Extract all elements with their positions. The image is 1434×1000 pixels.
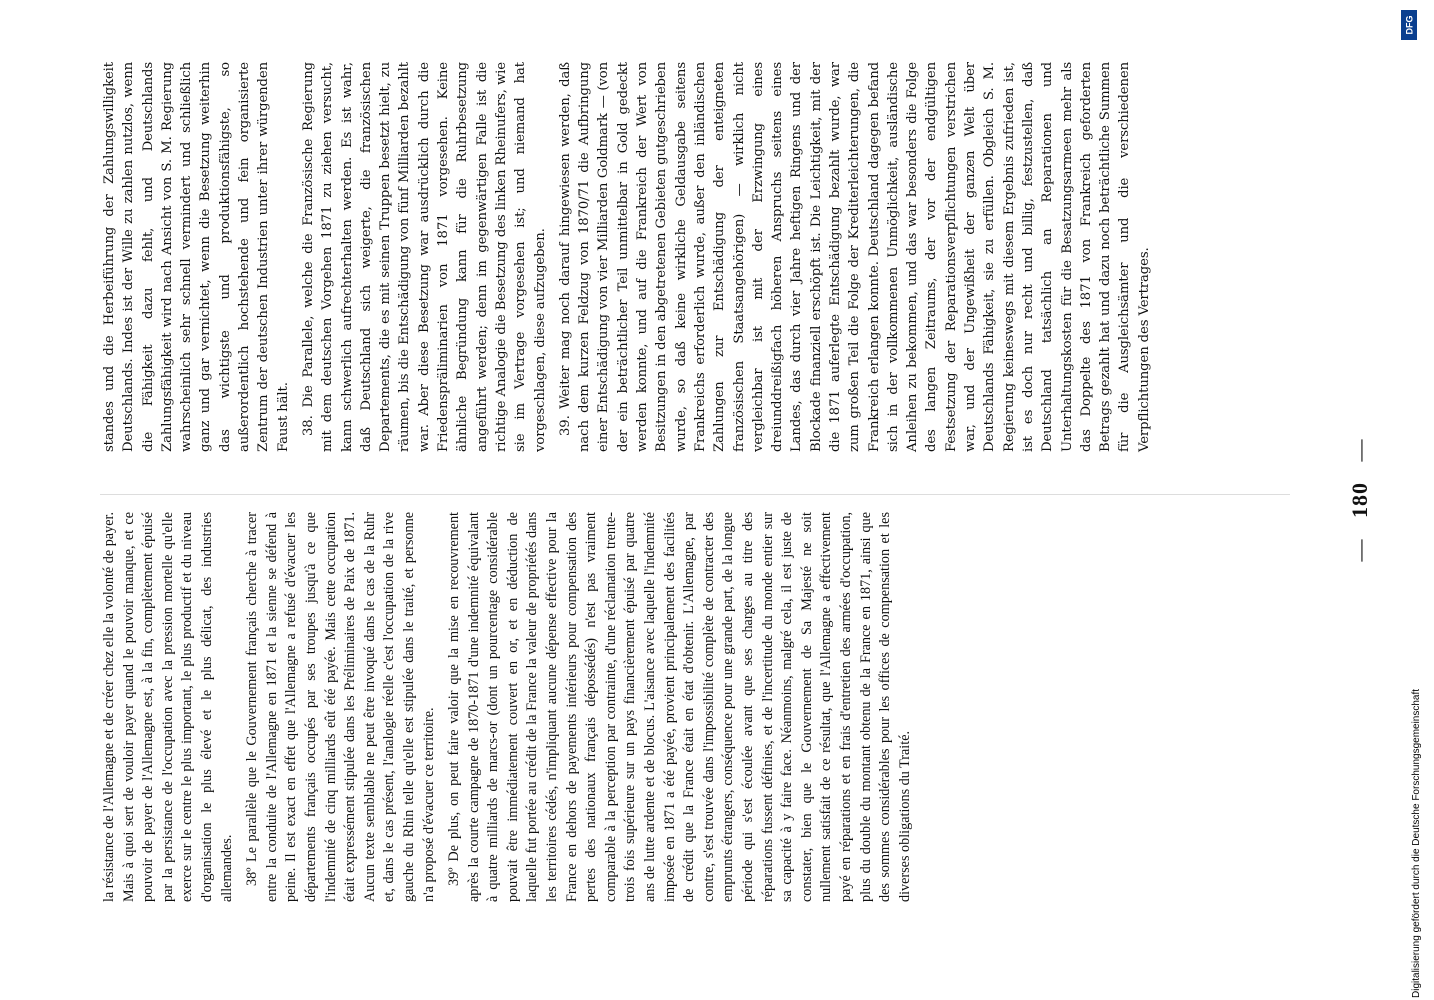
page-number: 180 [1347,482,1372,518]
french-paragraph-continuation: la résistance de l'Allemagne et de créer chez elle la volonté de payer. Mais à quoi sert de vouloir payer quand le pouvoir manque, et ce pouvoir de payer de l'Allemagne est, à la fin, complètement épuisé par la persistance de l'occupation avec la pression mortelle qu'elle exerce sur le centre le plus important, le plus productif et du niveau d'organisation le plus élevé et le plus délicat, des industries allemandes. [101,512,235,902]
header-dash-right: — [1347,438,1372,462]
german-paragraph-39: 39. Weiter mag noch darauf hingewiesen werden, daß nach dem kurzen Feldzug von 1870/71 die Aufbringung einer Entschädigung von vier Milliarden Goldmark — (von der ein beträchtlicher Teil unmittelbar in Gold gedeckt werden konnte, und auf die Frankreich der Wert von Besitzungen in den abgetretenen Gebieten gutgeschrieben wurde, so daß keine wirkliche Geldausgabe seitens Frankreichs erforderlich wurde, außer den inländischen Zahlungen zur Entschädigung der enteigneten französischen Staatsangehörigen) — wirklich nicht vergleichbar ist mit der Erzwingung eines dreiunddreißigfach höheren Anspruchs seitens eines Landes, das durch vier Jahre heftigen Ringens und der Blockade finanziell erschöpft ist. Die Leichtigkeit, mit der die 1871 auferlegte Entschädigung bezahlt wurde, war zum großen Teil die Folge der Krediterleichterungen, die Frankreich erlangen konnte. Deutschland dagegen befand sich in der vollkommenen Unmöglichkeit, ausländische Anleihen zu bekommen, und das war besonders die Folge des langen Zeitraums, der vor der endgültigen Festsetzung der Reparationsverpflichtungen verstrichen war, und der Ungewißheit der ganzen Welt über Deutschlands Fähigkeit, sie zu erfüllen. Obgleich S. M. Regierung keineswegs mit diesem Ergebnis zufrieden ist, ist es doch nur recht und billig, festzustellen, daß Deutschland tatsächlich an Reparationen und Unterhaltungskosten für die Besatzungsarmeen mehr als das Doppelte des 1871 von Frankreich geforderten Betrags gezahlt hat und dazu noch beträchtliche Summen für die Ausgleichsämter und die verschiedenen Verpflichtungen des Vertrages. [557,62,1152,452]
digitization-credit: Digitalisierung gefördert durch die Deutsche Forschungsgemeinschaft [1411,688,1422,998]
french-paragraph-38: 38º Le parallèle que le Gouvernement français cherche à tracer entre la conduite de l'Allemagne en 1871 et la sienne se défend à peine. Il est exact en effet que l'Allemagne a refusé d'évacuer les départements français occupés par ses troupes jusqu'à ce que l'indemnité de cinq milliards eût été payée. Mais cette occupation était expressément stipulée dans les Préliminaires de Paix de 1871. Aucun texte semblable ne peut être invoqué dans le cas de la Ruhr et, dans le cas présent, l'analogie réelle c'est l'occupation de la rive gauche du Rhin telle qu'elle est stipulée dans le traité, et personne n'a proposé d'évacuer ce territoire. [244,512,437,902]
german-paragraph-38: 38. Die Parallele, welche die Französische Regierung mit dem deutschen Vorgehen 1871 zu ziehen versucht, kann schwerlich aufrechterhalten werden. Es ist wahr, daß Deutschland sich weigerte, die französischen Departements, die es mit seinen Truppen besetzt hielt, zu räumen, bis die Entschädigung von fünf Milliarden bezahlt war. Aber diese Besetzung war ausdrücklich durch die Friedenspräliminarien von 1871 vorgesehen. Keine ähnliche Begründung kann für die Ruhrbesetzung angeführt werden; denn im gegenwärtigen Falle ist die richtige Analogie die Besetzung des linken Rheinufers, wie sie im Vertrage vorgesehen ist; und niemand hat vorgeschlagen, diese aufzugeben. [300,62,548,452]
dfg-logo: DFG [1401,10,1417,40]
french-column [100,512,921,902]
column-divider [100,494,1290,495]
german-paragraph-continuation: standes und die Herbeiführung der Zahlungswilligkeit Deutschlands. Indes ist der Wille zu zahlen nutzlos, wenn die Fähigkeit dazu fehlt, und Deutschlands Zahlungsfähigkeit wird nach Ansicht von S. M. Regierung wahrscheinlich sehr schnell vermindert und schließlich ganz und gar vernichtet, wenn die Besetzung weiterhin das wichtigste und produktionsfähigste, so außerordentlich hochstehende und fein organisierte Zentrum der deutschen Industrien unter ihrer würgenden Faust hält. [102,62,291,452]
german-column [100,62,1160,452]
page-header [1347,0,1373,1000]
header-dash-left: — [1347,538,1372,562]
digitization-sidebar [1400,0,1434,1000]
french-paragraph-39: 39º De plus, on peut faire valoir que la mise en recouvrement après la courte campagne de 1870-1871 d'une indemnité équivalant à quatre milliards de marcs-or (dont un pourcentage considérable pouvait être immédiatement couvert en or, et en déduction de laquelle fut portée au crédit de la France la valeur de propriétés dans les territoires cédés, n'impliquant aucune dépense effective pour la France en dehors de payements intérieurs pour compensation des pertes des nationaux français dépossédés) n'est pas vraiment comparable à la perception par contrainte, d'une réclamation trente-trois fois supérieure sur un pays financièrement épuisé par quatre ans de lutte ardente et de blocus. L'aisance avec laquelle l'indemnité imposée en 1871 a été payée, provient principalement des facilités de crédit que la France était en état d'obtenir. L'Allemagne, par contre, s'est trouvée dans l'impossibilité complète de contracter des emprunts étrangers, conséquence pour une grande part, de la longue période qui s'est écoulée avant que ses charges au titre des réparations fussent définies, et de l'incertitude du monde entier sur sa capacité à y faire face. Néanmoins, malgré cela, il est juste de constater, bien que le Gouvernement de Sa Majesté ne soit nullement satisfait de ce résultat, que l'Allemagne a effectivement payé en réparations et en frais d'entretien des armées d'occupation, plus du double du montant obtenu de la France en 1871, ainsi que des sommes considérables pour les offices de compensation et les diverses obligations du Traité. [446,512,913,902]
